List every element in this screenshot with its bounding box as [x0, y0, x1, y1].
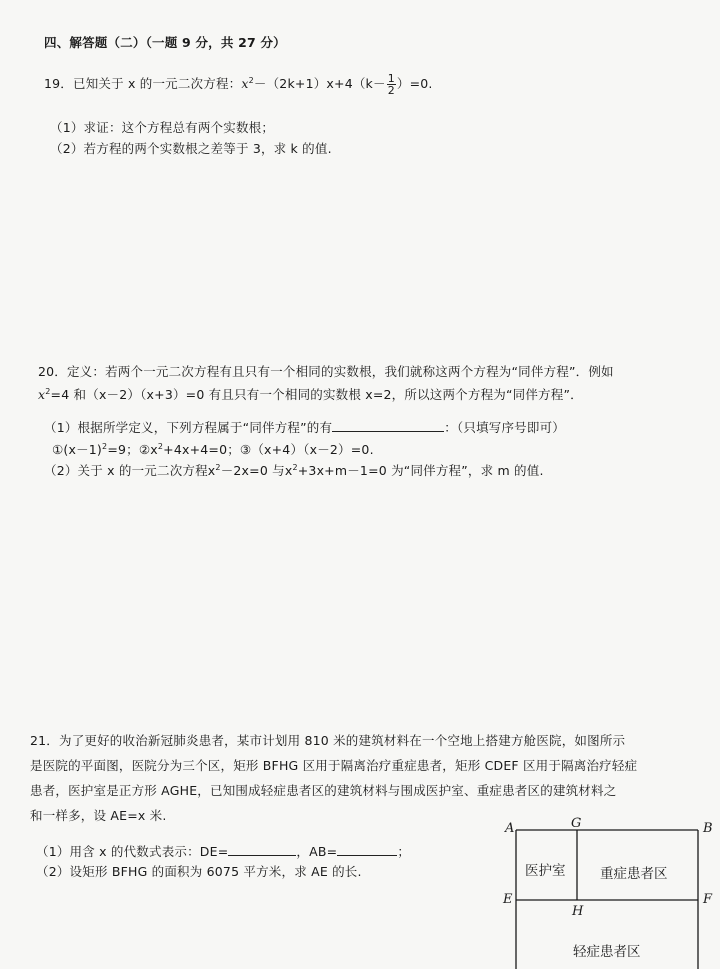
q19-frac-den: 2	[387, 84, 395, 97]
q20-part1-b: ：（只填写序号即可）	[444, 420, 565, 435]
q20-option-2c: +4x+4=0；③（x+4）（x－2）=0.	[163, 442, 374, 457]
q20-part2-b-exp: 2	[292, 462, 298, 472]
label-a: A	[505, 821, 515, 836]
q20-part1	[44, 418, 565, 436]
q20-line1: 20．定义：若两个一元二次方程有且只有一个相同的实数根，我们就称这两个方程为“同伴方程”．例如	[38, 364, 614, 379]
q20-line2-b: =4 和（x－2）（x+3）=0 有且只有一个相同的实数根 x=2，所以这两个方程为“同伴方程”．	[50, 387, 583, 402]
q20-part2-b: －2x=0 与x	[220, 463, 293, 478]
q19-frac-num: 1	[387, 72, 395, 85]
q21-line4: 和一样多，设 AE=x 米.	[30, 808, 167, 823]
q21-ab-blank[interactable]	[337, 843, 397, 856]
q20-line2-a-exp: 2	[45, 386, 51, 396]
label-h: H	[572, 904, 584, 919]
q20-part1-a: （1）根据所学定义，下列方程属于“同伴方程”的有	[44, 420, 333, 435]
q21-line3: 患者，医护室是正方形 AGHE，已知围成轻症患者区的建筑材料与围成医护室、重症患者区的建筑材料之	[30, 783, 617, 798]
q19-eq-c: ）=0.	[396, 76, 433, 91]
q19-fraction	[387, 73, 396, 96]
room-mild-label: 轻症患者区	[573, 944, 641, 960]
section-title	[44, 33, 286, 51]
q20-part2	[44, 461, 544, 479]
q20-line2-a: x	[38, 387, 46, 402]
q21-part1	[36, 842, 410, 860]
q20-option-2-exp: 2	[157, 441, 164, 451]
q21-part1-a: （1）用含 x 的代数式表示：DE=	[36, 844, 229, 859]
q19-eq-b: －（2k+1）x+4（k－	[253, 76, 386, 91]
hospital-floor-plan	[500, 818, 720, 969]
label-b: B	[703, 821, 713, 836]
q21-part1-b: ，AB=	[296, 844, 338, 859]
label-f: F	[703, 892, 713, 907]
q20-part2-c: +3x+m－1=0 为“同伴方程”，求 m 的值.	[297, 463, 544, 478]
q19-lead: 19．已知关于 x 的一元二次方程：	[44, 76, 242, 91]
q19-part1: （1）求证：这个方程总有两个实数根；	[50, 120, 275, 135]
q19-eq-a-exp: 2	[248, 75, 254, 85]
q20-part2-a-exp: 2	[215, 462, 221, 472]
q20-options	[52, 440, 374, 458]
q20-answer-blank[interactable]	[332, 419, 444, 432]
q20-line2	[38, 385, 583, 403]
q20-option-1a: ①(x－1)	[52, 442, 103, 457]
section-title-text: 四、解答题（二）（一题 9 分，共 27 分）	[44, 35, 286, 50]
q21-part2: （2）设矩形 BFHG 的面积为 6075 平方米，求 AE 的长.	[36, 864, 362, 879]
q20-option-1b: =9；②x	[107, 442, 158, 457]
room-nurse-label: 医护室	[525, 863, 566, 879]
label-e: E	[503, 892, 513, 907]
q20-option-1a-exp: 2	[102, 441, 108, 451]
room-severe-label: 重症患者区	[600, 866, 668, 882]
label-g: G	[571, 816, 582, 831]
q21-line1: 21．为了更好的收治新冠肺炎患者，某市计划用 810 米的建筑材料在一个空地上搭建方舱医院，如图所示	[30, 733, 626, 748]
q19-eq-a: x	[241, 76, 249, 91]
q19-stem	[44, 73, 433, 96]
q21-line2: 是医院的平面图，医院分为三个区，矩形 BFHG 区用于隔离治疗重症患者，矩形 CDEF 区用于隔离治疗轻症	[30, 758, 638, 773]
q20-part2-a: （2）关于 x 的一元二次方程x	[44, 463, 216, 478]
q21-part1-c: ；	[397, 844, 411, 859]
q19-part2: （2）若方程的两个实数根之差等于 3，求 k 的值.	[50, 141, 332, 156]
q21-de-blank[interactable]	[228, 843, 296, 856]
